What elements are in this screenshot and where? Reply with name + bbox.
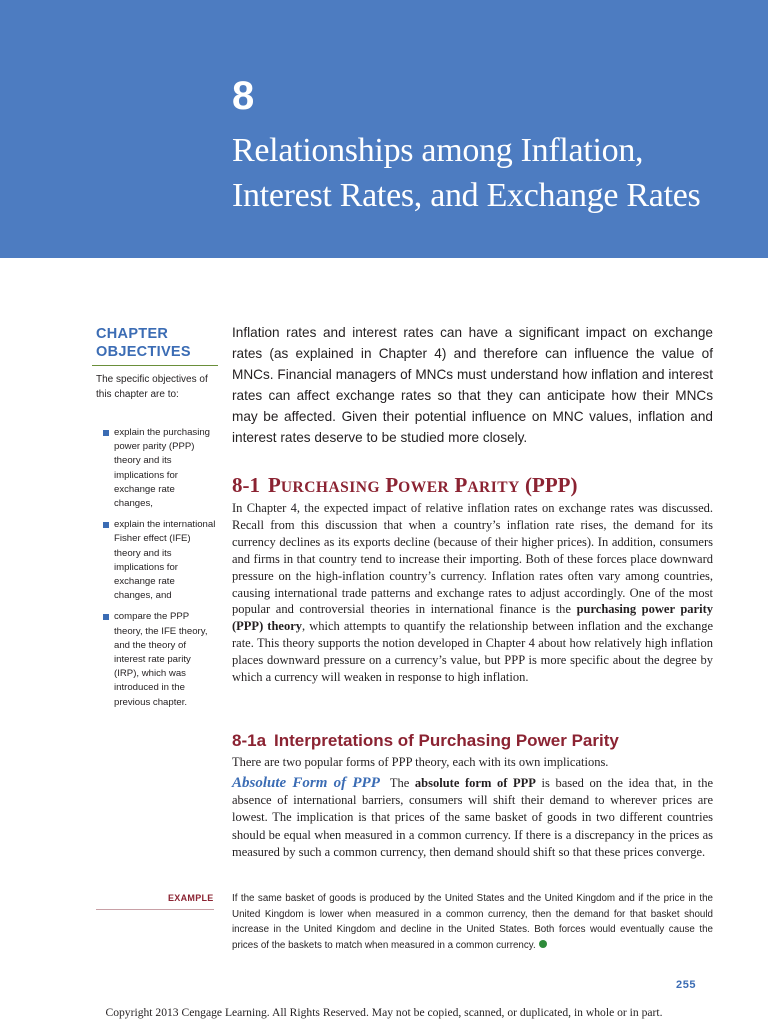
section-number: 8-1a	[232, 731, 267, 750]
small-caps-initial: P	[385, 473, 399, 497]
absolute-ppp-paragraph	[232, 775, 713, 861]
page-number: 255	[676, 979, 697, 991]
paragraph-text: In Chapter 4, the expected impact of relative inflation rates on exchange rates was discussed. Recall from this discussion that when a country’s inflation rate rises, the demand for its currency declines as its exports decline (because of their higher prices). In addition, consumers and firms in that country tend to increase their importing. Both of these forces place downward pressure on the high-inflation country’s currency. Inflation rates often vary among countries, causing international trade patterns and exchange rates to adjust accordingly. One of the most popular and controversial theories in international finance is the	[232, 501, 713, 617]
section-title: Interpretations of Purchasing Power Parity	[274, 731, 619, 750]
square-bullet-icon	[103, 614, 109, 620]
small-caps-rest: URCHASING	[280, 479, 381, 496]
objective-text: explain the international Fisher effect (IFE) theory and its implications for exchange rate changes, and	[114, 519, 216, 602]
small-caps-rest: OWER	[398, 479, 450, 496]
objective-item	[96, 518, 216, 603]
objectives-list	[96, 426, 216, 717]
example-label: EXAMPLE	[168, 893, 214, 903]
section-8-1a-lead: There are two popular forms of PPP theory, each with its own implications.	[232, 755, 609, 769]
objectives-heading-line-2: OBJECTIVES	[96, 344, 191, 360]
chapter-title	[232, 128, 752, 218]
subsection-heading: Absolute Form of PPP	[232, 775, 380, 791]
section-8-1-heading	[232, 472, 578, 501]
intro-paragraph: Inflation rates and interest rates can have a significant impact on exchange rates (as explained in Chapter 4) and therefore can influence the value of MNCs. Financial managers of MNCs must understand how inflation and interest rates can affect exchange rates so that they can anticipate how their MNCs may be affected. Given their potential influence on MNC values, inflation and interest rates deserve to be studied more closely.	[232, 325, 713, 445]
small-caps-initial: P	[268, 473, 281, 497]
section-8-1-paragraph	[232, 500, 713, 686]
key-term: purchasing power parity (PPP) theory	[232, 602, 713, 634]
objectives-heading-line-1: CHAPTER	[96, 326, 169, 342]
paragraph-text: is based on the idea that, in the absence of international barriers, consumers will shift their demand to wherever prices are lowest. The implication is that prices of the same basket of goods in two different countries should be equal when measured in a common currency. If there is a discrepancy in the prices as measured by such a common currency, then demand should shift so that these prices converge.	[232, 776, 713, 859]
example-text	[232, 891, 713, 953]
section-8-1a-heading	[232, 729, 619, 753]
small-caps-initial: P	[454, 473, 468, 497]
chapter-banner	[0, 0, 768, 258]
section-abbreviation: (PPP)	[525, 473, 578, 497]
chapter-title-line-1: Relationships among Inflation,	[232, 132, 644, 169]
objective-text: explain the purchasing power parity (PPP) theory and its implications for exchange rate changes,	[114, 427, 211, 510]
paragraph-text: The	[389, 776, 410, 790]
key-term: absolute form of PPP	[414, 776, 536, 790]
copyright-footer: Copyright 2013 Cengage Learning. All Rights Reserved. May not be copied, scanned, or duplicated, in whole or in part.	[105, 1006, 663, 1019]
small-caps-rest: ARITY	[467, 479, 520, 496]
example-end-dot-icon	[539, 940, 547, 948]
example-body: If the same basket of goods is produced by the United States and the United Kingdom and if the price in the United Kingdom is lower when measured in a common currency, then the demand for that basket should increase in the United Kingdom and decline in the United States. Both forces would eventually cause the prices of the baskets to match when measured in a common currency.	[232, 893, 713, 951]
objective-item	[96, 426, 216, 511]
objectives-intro: The specific objectives of this chapter are to:	[96, 374, 208, 400]
square-bullet-icon	[103, 522, 109, 528]
objective-text: compare the PPP theory, the IFE theory, and the theory of interest rate parity (IRP), which was introduced in the previous chapter.	[114, 611, 208, 708]
chapter-number: 8	[232, 74, 255, 118]
paragraph-text: , which attempts to quantify the relationship between inflation and the exchange rate. This theory supports the notion developed in Chapter 4 about how relatively high inflation places downward pressure on a currency’s value, but PPP is more specific about the degree by which a currency will weaken in response to high inflation.	[232, 619, 713, 685]
objectives-heading	[96, 325, 214, 361]
chapter-objectives-sidebar	[96, 325, 216, 708]
section-number: 8-1	[232, 473, 260, 497]
chapter-title-line-2: Interest Rates, and Exchange Rates	[232, 177, 701, 214]
objectives-divider	[92, 365, 218, 366]
example-divider	[96, 909, 214, 910]
square-bullet-icon	[103, 430, 109, 436]
objective-item	[96, 610, 216, 709]
